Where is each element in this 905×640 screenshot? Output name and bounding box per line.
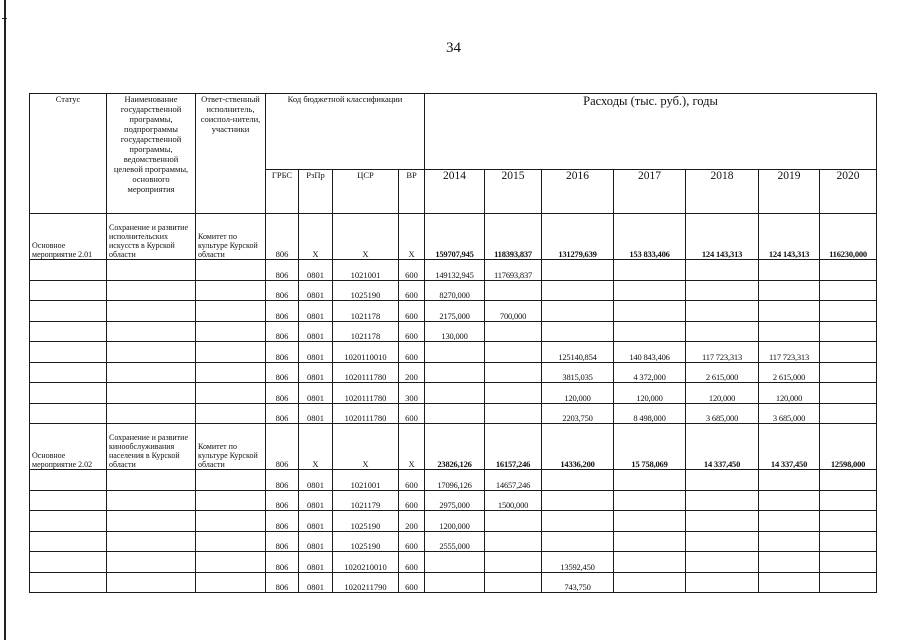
table-row (30, 572, 877, 593)
amount-cell (820, 511, 877, 532)
name-cell (107, 470, 196, 491)
table-row (30, 383, 877, 404)
amount-cell (759, 531, 820, 552)
amount-cell: 2 615,000 (759, 362, 820, 383)
table-row (30, 403, 877, 424)
amount-cell: 117 723,313 (759, 342, 820, 363)
amount-cell (485, 531, 542, 552)
amount-cell: 17096,126 (425, 470, 485, 491)
amount-cell (614, 470, 686, 491)
grbs-cell: 806 (266, 362, 299, 383)
amount-cell (542, 280, 614, 301)
grbs-cell: 806 (266, 301, 299, 322)
grbs-cell: 806 (266, 280, 299, 301)
table-body (30, 214, 877, 593)
status-cell (30, 403, 107, 424)
responsible-cell (196, 362, 266, 383)
amount-cell (759, 260, 820, 281)
amount-cell (614, 321, 686, 342)
header-responsible: Ответ-ственный исполнитель, соиспол-нители, участники (196, 94, 266, 214)
amount-cell (759, 321, 820, 342)
status-cell: Основное мероприятие 2.01 (30, 214, 107, 260)
grbs-cell: 806 (266, 572, 299, 593)
responsible-cell: Комитет по культуре Курской области (196, 424, 266, 470)
amount-cell (425, 362, 485, 383)
csr-cell: 1021178 (333, 301, 399, 322)
rzpr-cell: 0801 (299, 280, 333, 301)
rzpr-cell: 0801 (299, 383, 333, 404)
amount-cell: 2175,000 (425, 301, 485, 322)
vr-cell: 600 (399, 552, 425, 573)
responsible-cell (196, 552, 266, 573)
rzpr-cell: 0801 (299, 490, 333, 511)
responsible-cell (196, 470, 266, 491)
csr-cell: Х (333, 424, 399, 470)
header-expenses: Расходы (тыс. руб.), годы (425, 94, 877, 170)
grbs-cell: 806 (266, 342, 299, 363)
amount-cell: 118393,837 (485, 214, 542, 260)
table-row (30, 214, 877, 260)
amount-cell (425, 403, 485, 424)
amount-cell: 2203,750 (542, 403, 614, 424)
name-cell (107, 362, 196, 383)
amount-cell (614, 552, 686, 573)
amount-cell: 700,000 (485, 301, 542, 322)
amount-cell (759, 301, 820, 322)
responsible-cell (196, 572, 266, 593)
amount-cell (820, 403, 877, 424)
name-cell (107, 321, 196, 342)
responsible-cell (196, 280, 266, 301)
name-cell (107, 383, 196, 404)
page-number: 34 (446, 40, 461, 56)
table-row (30, 531, 877, 552)
amount-cell (686, 511, 759, 532)
name-cell (107, 490, 196, 511)
table-row (30, 424, 877, 470)
amount-cell: 14 337,450 (686, 424, 759, 470)
grbs-cell: 806 (266, 490, 299, 511)
status-cell (30, 383, 107, 404)
amount-cell (820, 490, 877, 511)
vr-cell: Х (399, 214, 425, 260)
grbs-cell: 806 (266, 552, 299, 573)
vr-cell: 600 (399, 470, 425, 491)
header-grbs: ГРБС (266, 170, 299, 214)
header-budget-code: Код бюджетной классификации (266, 94, 425, 170)
name-cell (107, 552, 196, 573)
name-cell: Сохранение и развитие исполнительских искусств в Курской области (107, 214, 196, 260)
amount-cell: 3 685,000 (759, 403, 820, 424)
amount-cell (542, 321, 614, 342)
amount-cell (759, 470, 820, 491)
grbs-cell: 806 (266, 511, 299, 532)
amount-cell (759, 572, 820, 593)
name-cell (107, 572, 196, 593)
name-cell (107, 301, 196, 322)
rzpr-cell: Х (299, 214, 333, 260)
responsible-cell (196, 321, 266, 342)
responsible-cell (196, 301, 266, 322)
status-cell (30, 572, 107, 593)
amount-cell: 120,000 (614, 383, 686, 404)
grbs-cell: 806 (266, 214, 299, 260)
amount-cell (686, 301, 759, 322)
grbs-cell: 806 (266, 424, 299, 470)
amount-cell: 1500,000 (485, 490, 542, 511)
amount-cell: 149132,945 (425, 260, 485, 281)
amount-cell (542, 511, 614, 532)
grbs-cell: 806 (266, 321, 299, 342)
rzpr-cell: 0801 (299, 470, 333, 491)
csr-cell: 1020111780 (333, 383, 399, 404)
amount-cell (542, 260, 614, 281)
amount-cell (759, 552, 820, 573)
header-year: 2017 (614, 170, 686, 214)
amount-cell (759, 490, 820, 511)
header-rzpr: РзПр (299, 170, 333, 214)
amount-cell: 2 615,000 (686, 362, 759, 383)
amount-cell (425, 572, 485, 593)
amount-cell: 12598,000 (820, 424, 877, 470)
amount-cell (820, 383, 877, 404)
status-cell (30, 362, 107, 383)
csr-cell: 1020111780 (333, 403, 399, 424)
csr-cell: 1020110010 (333, 342, 399, 363)
amount-cell (614, 531, 686, 552)
amount-cell: 2975,000 (425, 490, 485, 511)
amount-cell (614, 511, 686, 532)
amount-cell: 120,000 (759, 383, 820, 404)
status-cell (30, 260, 107, 281)
table-row (30, 362, 877, 383)
rzpr-cell: 0801 (299, 403, 333, 424)
amount-cell (614, 572, 686, 593)
amount-cell (485, 321, 542, 342)
amount-cell (759, 280, 820, 301)
status-cell (30, 531, 107, 552)
amount-cell (485, 572, 542, 593)
responsible-cell (196, 531, 266, 552)
vr-cell: 300 (399, 383, 425, 404)
amount-cell: 23826,126 (425, 424, 485, 470)
amount-cell (614, 280, 686, 301)
responsible-cell (196, 260, 266, 281)
table-row (30, 490, 877, 511)
csr-cell: Х (333, 214, 399, 260)
amount-cell: 8 498,000 (614, 403, 686, 424)
responsible-cell (196, 403, 266, 424)
amount-cell (686, 531, 759, 552)
amount-cell (820, 362, 877, 383)
csr-cell: 1021001 (333, 260, 399, 281)
rzpr-cell: 0801 (299, 552, 333, 573)
amount-cell (425, 342, 485, 363)
name-cell (107, 531, 196, 552)
page-edge-tick (2, 18, 7, 19)
amount-cell: 159707,945 (425, 214, 485, 260)
page-left-edge (4, 0, 6, 640)
amount-cell: 116230,000 (820, 214, 877, 260)
table-row (30, 260, 877, 281)
amount-cell: 14336,200 (542, 424, 614, 470)
vr-cell: 600 (399, 403, 425, 424)
grbs-cell: 806 (266, 531, 299, 552)
csr-cell: 1020111780 (333, 362, 399, 383)
csr-cell: 1021178 (333, 321, 399, 342)
rzpr-cell: 0801 (299, 572, 333, 593)
amount-cell (485, 403, 542, 424)
status-cell (30, 321, 107, 342)
grbs-cell: 806 (266, 260, 299, 281)
rzpr-cell: 0801 (299, 511, 333, 532)
amount-cell: 16157,246 (485, 424, 542, 470)
responsible-cell (196, 490, 266, 511)
amount-cell (820, 260, 877, 281)
grbs-cell: 806 (266, 403, 299, 424)
amount-cell (820, 552, 877, 573)
amount-cell: 2555,000 (425, 531, 485, 552)
budget-table (29, 93, 877, 593)
amount-cell (614, 490, 686, 511)
table-row (30, 280, 877, 301)
amount-cell (614, 260, 686, 281)
table-row (30, 321, 877, 342)
header-year: 2018 (686, 170, 759, 214)
amount-cell (686, 321, 759, 342)
csr-cell: 1025190 (333, 280, 399, 301)
amount-cell (485, 383, 542, 404)
name-cell (107, 280, 196, 301)
header-csr: ЦСР (333, 170, 399, 214)
amount-cell (425, 552, 485, 573)
rzpr-cell: 0801 (299, 301, 333, 322)
amount-cell (686, 260, 759, 281)
table-row (30, 301, 877, 322)
status-cell (30, 470, 107, 491)
header-year: 2020 (820, 170, 877, 214)
amount-cell: 117693,837 (485, 260, 542, 281)
amount-cell (542, 301, 614, 322)
status-cell (30, 342, 107, 363)
amount-cell: 153 833,406 (614, 214, 686, 260)
rzpr-cell: 0801 (299, 362, 333, 383)
status-cell (30, 490, 107, 511)
amount-cell: 14 337,450 (759, 424, 820, 470)
amount-cell: 124 143,313 (686, 214, 759, 260)
rzpr-cell: 0801 (299, 321, 333, 342)
name-cell (107, 260, 196, 281)
header-name: Наименование государственной программы, подпрограммы государственной программы, ведомственной целевой программы, основного мероприятия (107, 94, 196, 214)
responsible-cell: Комитет по культуре Курской области (196, 214, 266, 260)
table-row (30, 552, 877, 573)
csr-cell: 1020211790 (333, 572, 399, 593)
amount-cell: 124 143,313 (759, 214, 820, 260)
header-year: 2016 (542, 170, 614, 214)
amount-cell: 120,000 (542, 383, 614, 404)
grbs-cell: 806 (266, 383, 299, 404)
vr-cell: 600 (399, 321, 425, 342)
amount-cell (485, 552, 542, 573)
amount-cell (820, 321, 877, 342)
status-cell (30, 301, 107, 322)
header-status: Статус (30, 94, 107, 214)
responsible-cell (196, 383, 266, 404)
amount-cell (820, 280, 877, 301)
amount-cell (820, 531, 877, 552)
amount-cell (820, 301, 877, 322)
csr-cell: 1020210010 (333, 552, 399, 573)
vr-cell: 600 (399, 490, 425, 511)
table-row (30, 511, 877, 532)
amount-cell (820, 470, 877, 491)
vr-cell: 600 (399, 342, 425, 363)
amount-cell (542, 490, 614, 511)
amount-cell (686, 280, 759, 301)
table-row (30, 342, 877, 363)
amount-cell: 3 685,000 (686, 403, 759, 424)
rzpr-cell: Х (299, 424, 333, 470)
amount-cell (485, 362, 542, 383)
amount-cell (542, 531, 614, 552)
amount-cell (686, 490, 759, 511)
amount-cell (425, 383, 485, 404)
amount-cell: 140 843,406 (614, 342, 686, 363)
amount-cell (485, 280, 542, 301)
amount-cell (485, 511, 542, 532)
table-row (30, 470, 877, 491)
amount-cell: 13592,450 (542, 552, 614, 573)
header-year: 2015 (485, 170, 542, 214)
name-cell (107, 511, 196, 532)
amount-cell: 131279,639 (542, 214, 614, 260)
amount-cell: 3815,035 (542, 362, 614, 383)
vr-cell: 200 (399, 511, 425, 532)
amount-cell (686, 572, 759, 593)
amount-cell: 15 758,069 (614, 424, 686, 470)
csr-cell: 1021179 (333, 490, 399, 511)
amount-cell (820, 572, 877, 593)
name-cell (107, 403, 196, 424)
amount-cell: 130,000 (425, 321, 485, 342)
rzpr-cell: 0801 (299, 342, 333, 363)
amount-cell (686, 470, 759, 491)
header-year: 2019 (759, 170, 820, 214)
header-vr: ВР (399, 170, 425, 214)
amount-cell: 125140,854 (542, 342, 614, 363)
responsible-cell (196, 511, 266, 532)
status-cell (30, 280, 107, 301)
vr-cell: 600 (399, 260, 425, 281)
amount-cell (759, 511, 820, 532)
amount-cell: 4 372,000 (614, 362, 686, 383)
vr-cell: Х (399, 424, 425, 470)
amount-cell (686, 552, 759, 573)
amount-cell: 743,750 (542, 572, 614, 593)
amount-cell (485, 342, 542, 363)
amount-cell: 1200,000 (425, 511, 485, 532)
amount-cell (614, 301, 686, 322)
header-year: 2014 (425, 170, 485, 214)
csr-cell: 1021001 (333, 470, 399, 491)
amount-cell: 8270,000 (425, 280, 485, 301)
responsible-cell (196, 342, 266, 363)
name-cell (107, 342, 196, 363)
vr-cell: 600 (399, 531, 425, 552)
grbs-cell: 806 (266, 470, 299, 491)
vr-cell: 600 (399, 572, 425, 593)
vr-cell: 200 (399, 362, 425, 383)
status-cell (30, 511, 107, 532)
vr-cell: 600 (399, 280, 425, 301)
status-cell: Основное мероприятие 2.02 (30, 424, 107, 470)
amount-cell: 120,000 (686, 383, 759, 404)
amount-cell (542, 470, 614, 491)
csr-cell: 1025190 (333, 531, 399, 552)
amount-cell (820, 342, 877, 363)
rzpr-cell: 0801 (299, 260, 333, 281)
name-cell: Сохранение и развитие кинообслуживания населения в Курской области (107, 424, 196, 470)
amount-cell: 117 723,313 (686, 342, 759, 363)
csr-cell: 1025190 (333, 511, 399, 532)
status-cell (30, 552, 107, 573)
amount-cell: 14657,246 (485, 470, 542, 491)
rzpr-cell: 0801 (299, 531, 333, 552)
vr-cell: 600 (399, 301, 425, 322)
